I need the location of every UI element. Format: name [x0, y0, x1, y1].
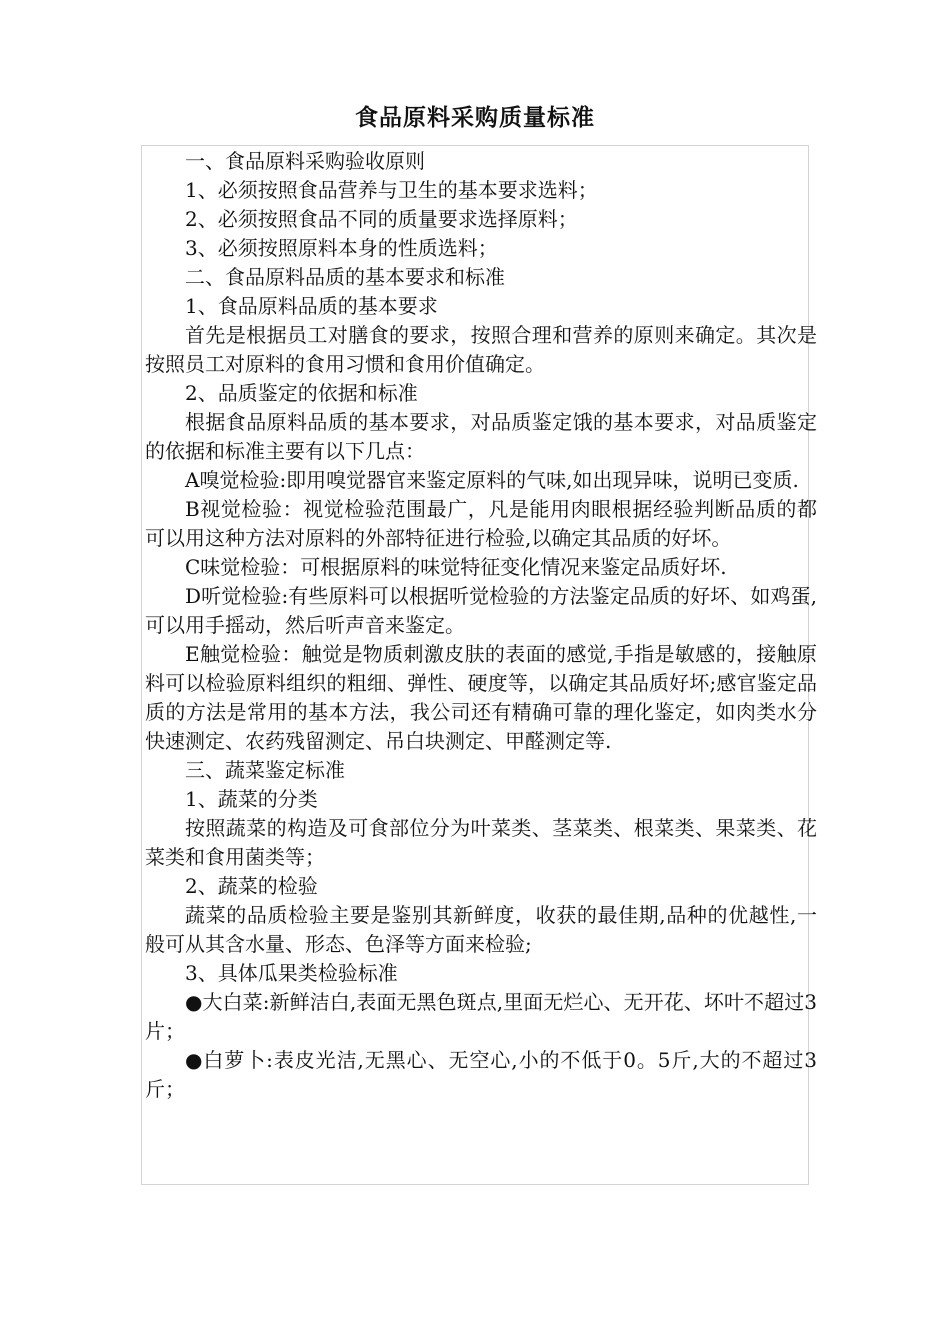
inspection-method-sight: B视觉检验：视觉检验范围最广，凡是能用肉眼根据经验判断品质的都可以用这种方法对原料的外部特征进行检验,以确定其品质的好坏。: [145, 497, 817, 550]
body-paragraph: 按照蔬菜的构造及可食部位分为叶菜类、茎菜类、根菜类、果菜类、花菜类和食用菌类等；: [145, 816, 817, 869]
inspection-method-smell: A嗅觉检验:即用嗅觉器官来鉴定原料的气味,如出现异味，说明已变质.: [185, 468, 799, 492]
document-title: 食品原料采购质量标准: [355, 105, 595, 131]
subsection-heading: 1、蔬菜的分类: [185, 787, 318, 811]
section-heading-1: 一、食品原料采购验收原则: [185, 149, 425, 173]
section-heading-2: 二、食品原料品质的基本要求和标准: [185, 265, 505, 289]
inspection-method-hearing: D听觉检验:有些原料可以根据听觉检验的方法鉴定品质的好坏、如鸡蛋,可以用手摇动，然后听声音来鉴定。: [145, 584, 817, 637]
section-heading-3: 三、蔬菜鉴定标准: [185, 758, 345, 782]
list-item: 2、必须按照食品不同的质量要求选择原料；: [185, 207, 578, 231]
bullet-item-white-radish: ●白萝卜:表皮光洁,无黑心、无空心,小的不低于0。5斤,大的不超过3斤；: [145, 1048, 817, 1101]
bullet-item-chinese-cabbage: ●大白菜:新鲜洁白,表面无黑色斑点,里面无烂心、无开花、坏叶不超过3片；: [145, 990, 817, 1043]
list-item: 3、必须按照原料本身的性质选料；: [185, 236, 498, 260]
document-body: [145, 147, 817, 1104]
list-item: 1、必须按照食品营养与卫生的基本要求选料；: [185, 178, 598, 202]
body-paragraph: 根据食品原料品质的基本要求，对品质鉴定饿的基本要求，对品质鉴定的依据和标准主要有以下几点：: [145, 410, 817, 463]
subsection-heading: 1、食品原料品质的基本要求: [185, 294, 438, 318]
subsection-heading: 2、蔬菜的检验: [185, 874, 318, 898]
body-paragraph: 首先是根据员工对膳食的要求，按照合理和营养的原则来确定。其次是按照员工对原料的食用习惯和食用价值确定。: [145, 323, 817, 376]
inspection-method-touch: E触觉检验：触觉是物质刺激皮肤的表面的感觉,手指是敏感的，接触原料可以检验原料组织的粗细、弹性、硬度等，以确定其品质好坏;感官鉴定品质的方法是常用的基本方法，我公司还有精确可靠的理化鉴定，如肉类水分快速测定、农药残留测定、吊白块测定、甲醛测定等.: [145, 642, 817, 753]
body-paragraph: 蔬菜的品质检验主要是鉴别其新鲜度，收获的最佳期,品种的优越性,一般可从其含水量、形态、色泽等方面来检验;: [145, 903, 817, 956]
inspection-method-taste: C味觉检验：可根据原料的味觉特征变化情况来鉴定品质好坏.: [185, 555, 727, 579]
subsection-heading: 3、具体瓜果类检验标准: [185, 961, 398, 985]
subsection-heading: 2、品质鉴定的依据和标准: [185, 381, 418, 405]
